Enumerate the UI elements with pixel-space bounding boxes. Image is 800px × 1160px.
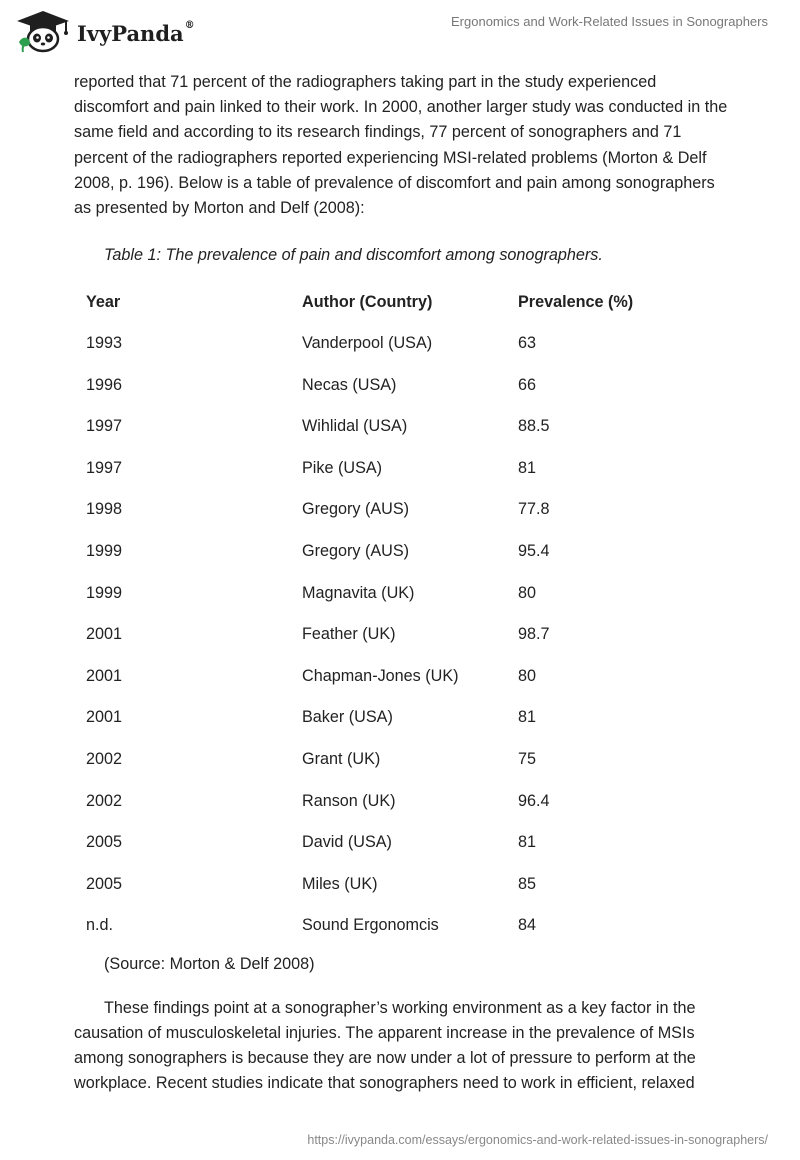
cell-prevalence: 88.5 bbox=[518, 417, 550, 436]
cell-author: Pike (USA) bbox=[302, 458, 383, 477]
cell-year: 1999 bbox=[86, 542, 123, 561]
cell-prevalence: 80 bbox=[518, 666, 537, 685]
cell-author: Baker (USA) bbox=[302, 708, 393, 727]
cell-author: Grant (UK) bbox=[302, 750, 381, 769]
cell-prevalence: 63 bbox=[518, 334, 537, 353]
cell-author: Chapman-Jones (UK) bbox=[302, 666, 459, 685]
cell-year: 2001 bbox=[86, 625, 123, 644]
cell-prevalence: 81 bbox=[518, 708, 537, 727]
table-caption: Table 1: The prevalence of pain and discomfort among sonographers. bbox=[104, 246, 603, 265]
cell-year: 2002 bbox=[86, 750, 123, 769]
cell-author: David (USA) bbox=[302, 833, 392, 852]
table-row bbox=[74, 864, 674, 906]
table-row bbox=[74, 780, 674, 822]
cell-year: 2005 bbox=[86, 874, 123, 893]
table-header-row bbox=[74, 281, 674, 323]
table-row bbox=[74, 364, 674, 406]
cell-author: Necas (USA) bbox=[302, 375, 397, 394]
cell-year: 2001 bbox=[86, 708, 123, 727]
cell-author: Sound Ergonomcis bbox=[302, 916, 439, 935]
cell-prevalence: 98.7 bbox=[518, 625, 550, 644]
cell-prevalence: 81 bbox=[518, 458, 537, 477]
cell-year: 2001 bbox=[86, 666, 123, 685]
footer-url-link[interactable]: https://ivypanda.com/essays/ergonomics-and-work-related-issues-in-sonographers/ bbox=[307, 1133, 768, 1147]
cell-prevalence: 77.8 bbox=[518, 500, 550, 519]
table-source: (Source: Morton & Delf 2008) bbox=[104, 954, 315, 973]
cell-year: 1999 bbox=[86, 583, 123, 602]
table-row bbox=[74, 905, 674, 947]
cell-author: Miles (UK) bbox=[302, 874, 378, 893]
cell-year: 1998 bbox=[86, 500, 123, 519]
cell-prevalence: 75 bbox=[518, 750, 537, 769]
page-header bbox=[0, 0, 800, 70]
column-header-prevalence: Prevalence (%) bbox=[518, 292, 634, 311]
intro-paragraph: reported that 71 percent of the radiographers taking part in the study experienced discomfort and pain linked to their work. In 2000, another larger study was conducted in the same field and according to its research findings, 77 percent of sonographers and 71 percent of the radiographers reported experiencing MSI-related problems (Morton & Delf 2008, p. 196). Below is a table of prevalence of discomfort and pain among sonographers as presented by Morton and Delf (2008): bbox=[74, 73, 728, 218]
table-row bbox=[74, 406, 674, 448]
cell-prevalence: 66 bbox=[518, 375, 537, 394]
ivypanda-logo[interactable] bbox=[14, 8, 195, 54]
cell-year: 1997 bbox=[86, 458, 123, 477]
cell-year: 1993 bbox=[86, 334, 123, 353]
cell-prevalence: 96.4 bbox=[518, 791, 550, 810]
panda-graduate-logo-icon bbox=[14, 8, 72, 54]
table-row bbox=[74, 531, 674, 573]
cell-prevalence: 95.4 bbox=[518, 542, 550, 561]
cell-author: Vanderpool (USA) bbox=[302, 334, 433, 353]
table-row bbox=[74, 697, 674, 739]
cell-prevalence: 80 bbox=[518, 583, 537, 602]
document-title: Ergonomics and Work-Related Issues in Sonographers bbox=[451, 14, 768, 29]
table-row bbox=[74, 739, 674, 781]
cell-author: Gregory (AUS) bbox=[302, 500, 410, 519]
cell-author: Ranson (UK) bbox=[302, 791, 396, 810]
cell-year: n.d. bbox=[86, 916, 114, 935]
prevalence-table bbox=[74, 281, 674, 947]
document-body bbox=[74, 70, 734, 1097]
cell-year: 1996 bbox=[86, 375, 123, 394]
cell-prevalence: 84 bbox=[518, 916, 537, 935]
cell-prevalence: 81 bbox=[518, 833, 537, 852]
table-row bbox=[74, 656, 674, 698]
brand-name: IvyPanda® bbox=[77, 19, 195, 46]
table-row bbox=[74, 489, 674, 531]
column-header-year: Year bbox=[86, 292, 121, 311]
table-row bbox=[74, 323, 674, 365]
cell-prevalence: 85 bbox=[518, 874, 537, 893]
cell-year: 2002 bbox=[86, 791, 123, 810]
table-row bbox=[74, 822, 674, 864]
table-row bbox=[74, 572, 674, 614]
cell-author: Gregory (AUS) bbox=[302, 542, 410, 561]
cell-author: Magnavita (UK) bbox=[302, 583, 415, 602]
table-row bbox=[74, 614, 674, 656]
column-header-author: Author (Country) bbox=[302, 292, 433, 311]
cell-author: Wihlidal (USA) bbox=[302, 417, 408, 436]
cell-year: 1997 bbox=[86, 417, 123, 436]
cell-author: Feather (UK) bbox=[302, 625, 396, 644]
closing-paragraph: These findings point at a sonographer’s working environment as a key factor in the causation of musculoskeletal injuries. The apparent increase in the prevalence of MSIs among sonographers is because they are now under a lot of pressure to perform at the workplace. Recent studies indicate that sonographers need to work in efficient, relaxed bbox=[74, 998, 696, 1093]
cell-year: 2005 bbox=[86, 833, 123, 852]
table-row bbox=[74, 448, 674, 490]
